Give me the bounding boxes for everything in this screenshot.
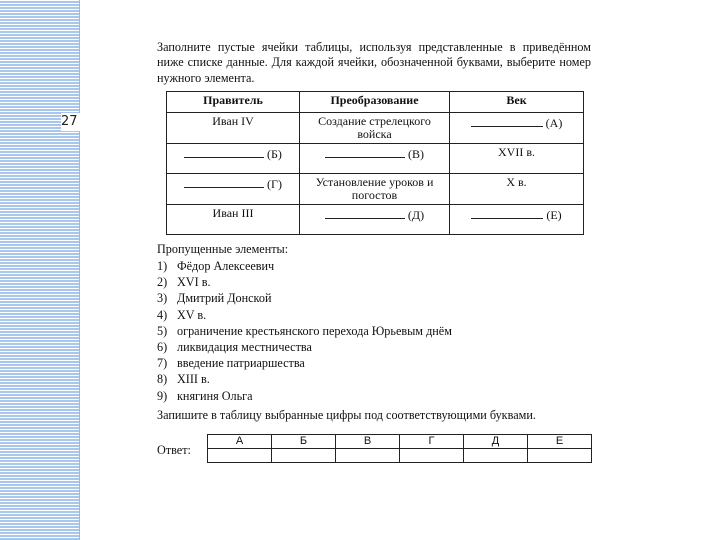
header-reform: Преобразование <box>300 92 450 113</box>
cell-ruler-blank <box>167 144 300 174</box>
item-text: XV в. <box>177 307 207 322</box>
answer-label: Ответ: <box>157 443 191 457</box>
missing-elements <box>157 241 597 404</box>
list-item <box>157 371 597 387</box>
blank-line <box>325 146 405 158</box>
item-text: ликвидация местничества <box>177 339 312 354</box>
answer-letter: В <box>336 435 400 449</box>
answer-input-row <box>208 449 592 463</box>
item-number: 2) <box>157 275 168 290</box>
item-text: ограничение крестьянского перехода Юрьевым днём <box>177 323 452 338</box>
list-item <box>157 339 597 355</box>
cell-reform-blank <box>300 205 450 235</box>
item-number: 4) <box>157 307 168 322</box>
cell-mark: (А) <box>545 116 563 130</box>
missing-title: Пропущенные элементы: <box>157 242 289 256</box>
list-item <box>157 274 597 290</box>
item-number: 3) <box>157 291 168 306</box>
table-row <box>167 174 584 205</box>
item-text: XVI в. <box>177 275 211 290</box>
answer-letter: Е <box>528 435 592 449</box>
item-number: 8) <box>157 372 168 387</box>
cell-ruler: Иван IV <box>167 113 300 144</box>
blank-line <box>184 176 264 188</box>
cell-ruler-blank <box>167 174 300 205</box>
sidebar-stripe <box>0 0 80 540</box>
answer-cell-e[interactable] <box>528 449 592 463</box>
write-instruction: Запишите в таблицу выбранные цифры под соответствующими буквами. <box>157 408 536 422</box>
answer-letter: Г <box>400 435 464 449</box>
cell-century-blank <box>450 113 584 144</box>
answer-cell-d[interactable] <box>464 449 528 463</box>
cell-century: XVII в. <box>450 144 584 174</box>
cell-mark: (Д) <box>407 208 425 222</box>
cell-mark: (Е) <box>546 208 562 222</box>
cell-century: X в. <box>450 174 584 205</box>
answer-letters-row <box>208 435 592 449</box>
list-item <box>157 307 597 323</box>
cell-mark: (Б) <box>267 147 282 161</box>
list-item <box>157 388 597 404</box>
missing-list <box>157 258 597 404</box>
item-text: XIII в. <box>177 372 210 387</box>
item-text: княгиня Ольга <box>177 388 253 403</box>
list-item <box>157 355 597 371</box>
item-number: 9) <box>157 388 168 403</box>
cell-century-blank <box>450 205 584 235</box>
answer-letter: А <box>208 435 272 449</box>
item-number: 5) <box>157 323 168 338</box>
slide-number: 27 <box>61 113 85 131</box>
header-ruler: Правитель <box>167 92 300 113</box>
item-number: 7) <box>157 356 168 371</box>
answer-letter: Д <box>464 435 528 449</box>
task-table <box>166 91 584 235</box>
answer-cell-a[interactable] <box>208 449 272 463</box>
answer-cell-b[interactable] <box>272 449 336 463</box>
item-text: Дмитрий Донской <box>177 291 272 306</box>
answer-letter: Б <box>272 435 336 449</box>
cell-reform-blank <box>300 144 450 174</box>
item-number: 6) <box>157 339 168 354</box>
table-row <box>167 205 584 235</box>
cell-reform: Создание стрелецкого войска <box>300 113 450 144</box>
list-item <box>157 323 597 339</box>
list-item <box>157 290 597 306</box>
cell-ruler: Иван III <box>167 205 300 235</box>
table-row <box>167 113 584 144</box>
list-item <box>157 258 597 274</box>
item-number: 1) <box>157 259 168 273</box>
item-text: Фёдор Алексеевич <box>177 259 275 273</box>
blank-line <box>471 115 543 127</box>
cell-mark: (Г) <box>267 177 282 191</box>
header-century: Век <box>450 92 584 113</box>
cell-reform: Установление уроков и погостов <box>300 174 450 205</box>
blank-line <box>471 207 543 219</box>
task-document <box>157 40 591 87</box>
blank-line <box>325 207 405 219</box>
blank-line <box>184 146 264 158</box>
answer-table <box>207 434 592 463</box>
answer-cell-v[interactable] <box>336 449 400 463</box>
task-instructions: Заполните пустые ячейки таблицы, используя представленные в приведённом ниже списке данные. Для каждой ячейки, обозначенной буквами, выберите номер нужного элемента. <box>157 40 591 85</box>
item-text: введение патриаршества <box>177 356 305 371</box>
table-header-row <box>167 92 584 113</box>
answer-cell-g[interactable] <box>400 449 464 463</box>
table-row <box>167 144 584 174</box>
cell-mark: (В) <box>408 147 424 161</box>
